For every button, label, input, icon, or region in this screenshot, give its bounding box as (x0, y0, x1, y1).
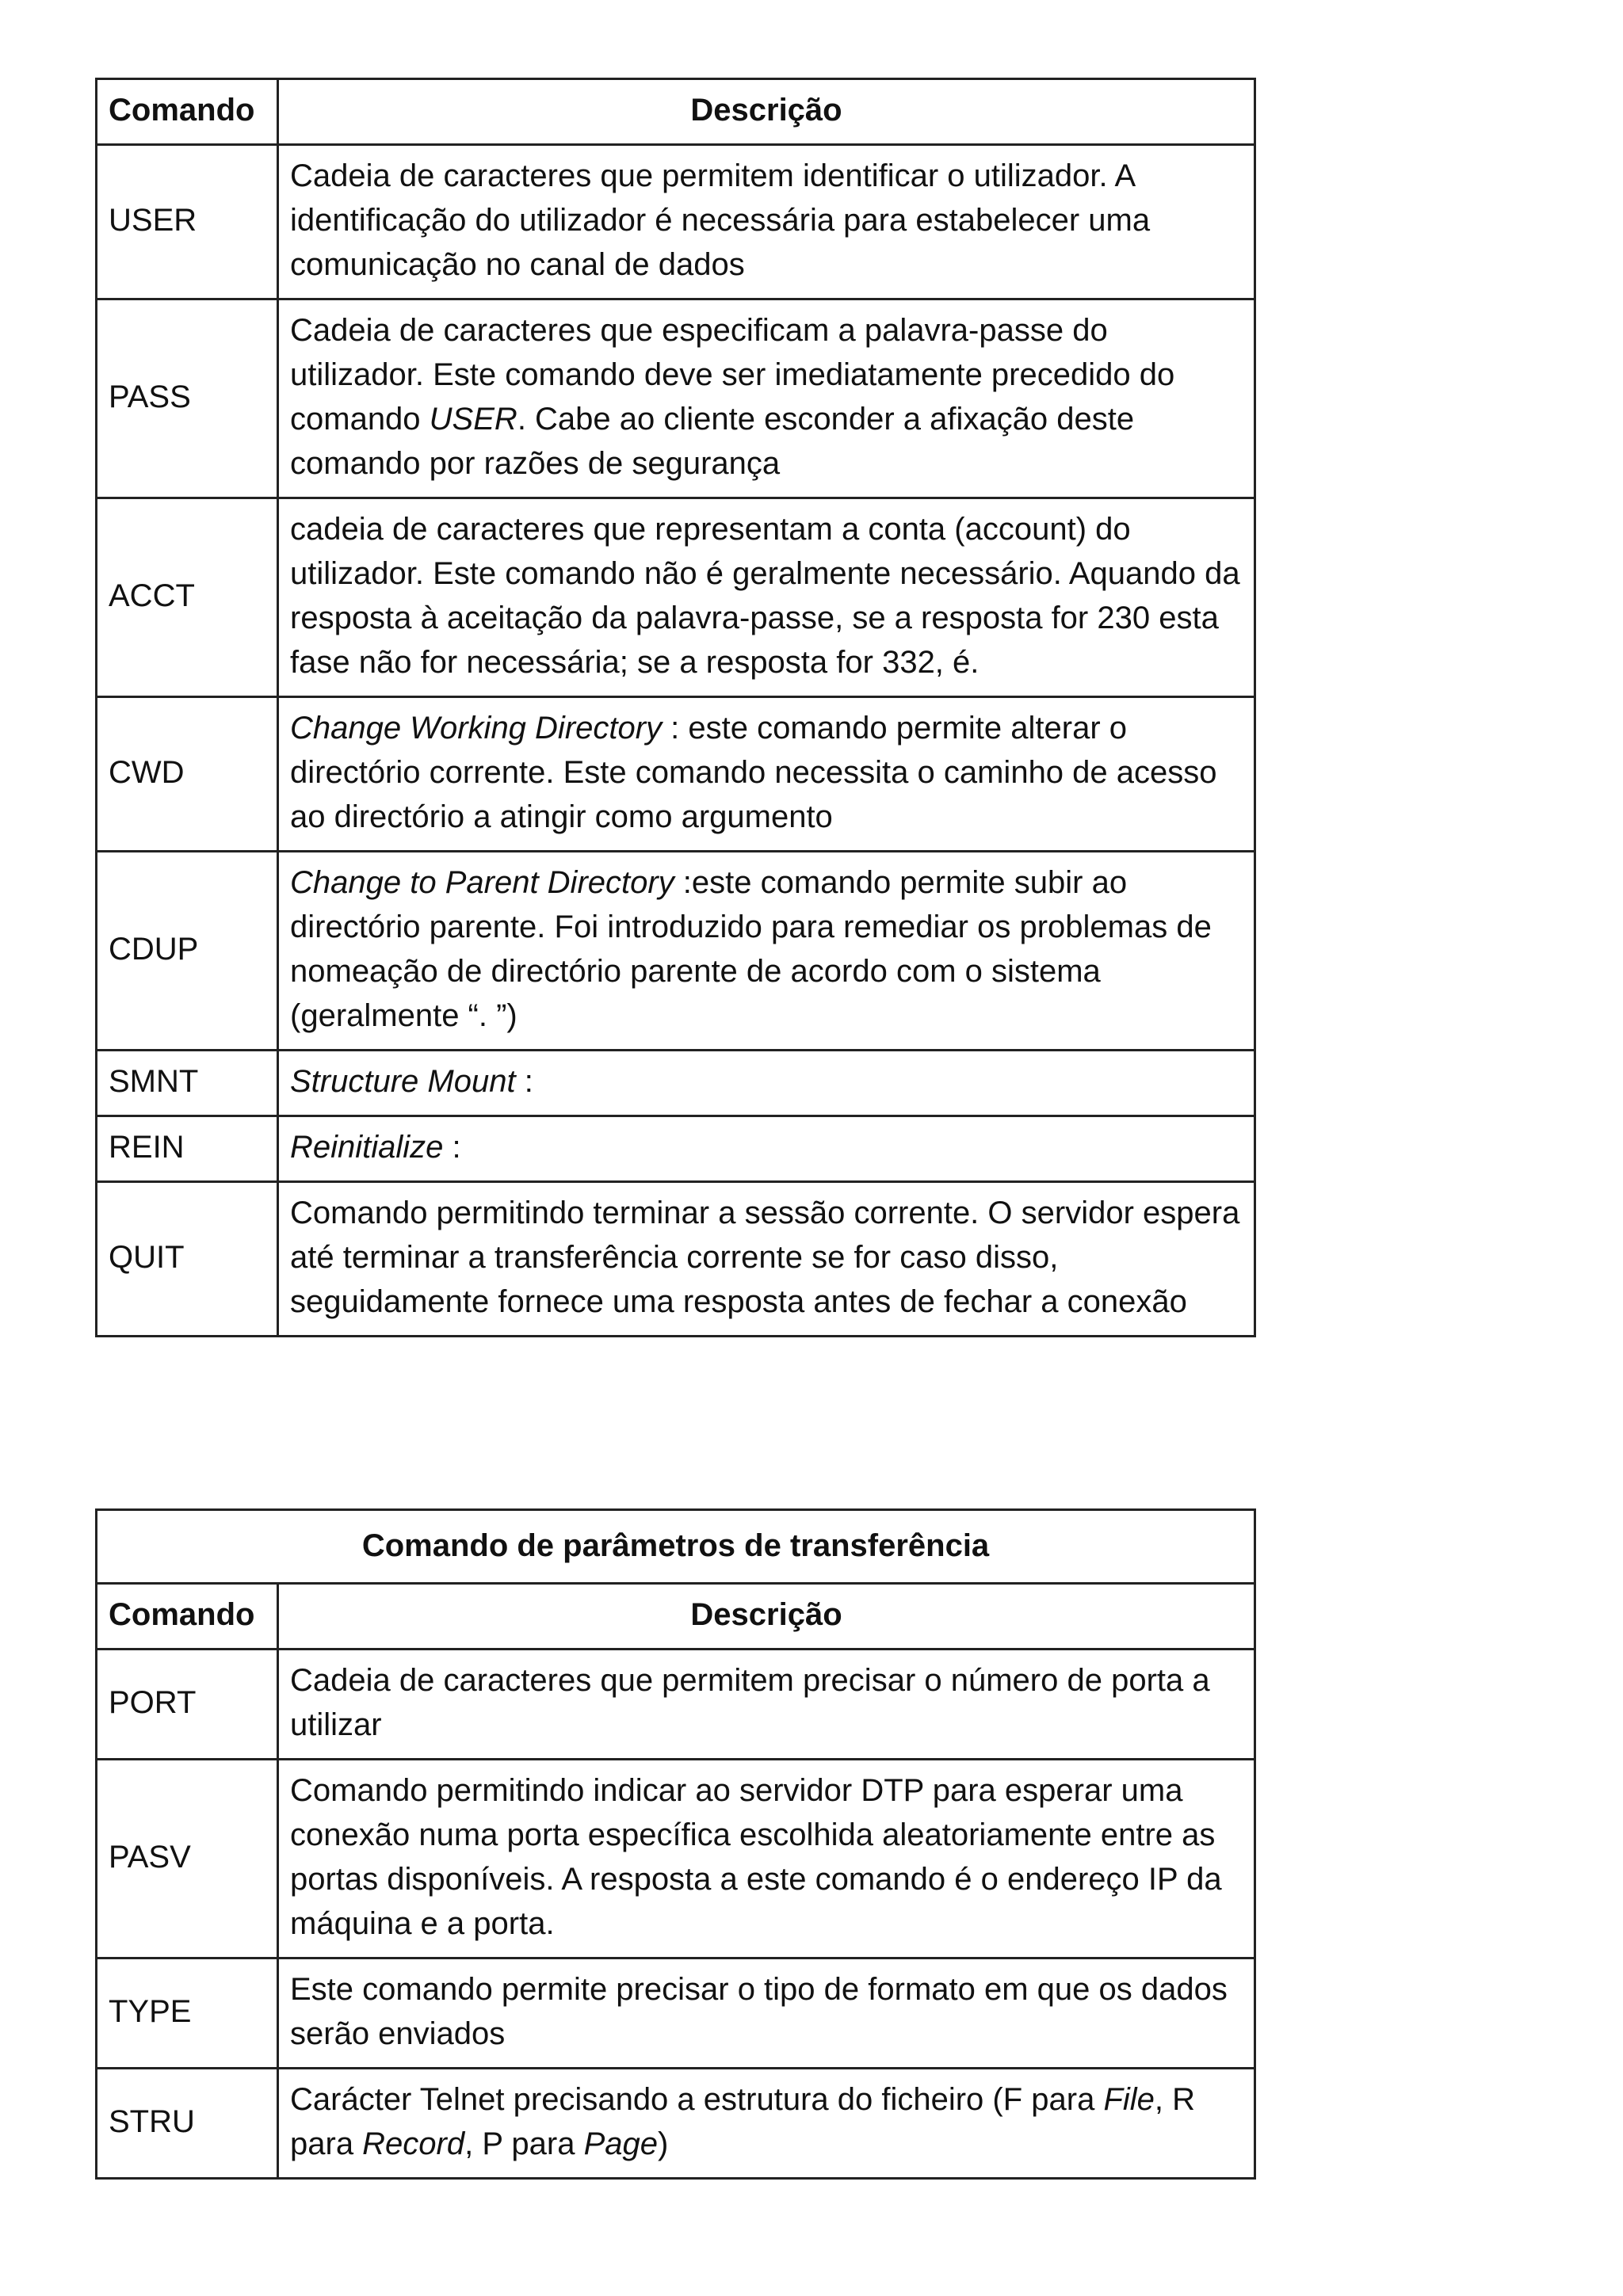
description-text: Comando permitindo indicar ao servidor DTP para esperar uma conexão numa porta específica escolhida aleatoriamente entre as portas disponíveis. A resposta a este comando é o endereço IP da máquina e a porta. (290, 1773, 1222, 1941)
table-header-row (97, 79, 1255, 145)
table-row (97, 852, 1255, 1051)
description-cell (278, 1116, 1255, 1182)
description-text: : (515, 1064, 533, 1099)
column-header-command: Comando (97, 79, 278, 145)
description-cell (278, 1760, 1255, 1958)
table-row (97, 697, 1255, 852)
table-row (97, 299, 1255, 498)
description-text: , P para (464, 2126, 584, 2161)
transfer-parameters-table (95, 1508, 1256, 2180)
description-italic-text: Record (362, 2126, 465, 2161)
description-italic-text: USER (429, 402, 517, 437)
description-italic-text: Reinitialize (290, 1130, 444, 1165)
description-cell (278, 1051, 1255, 1116)
description-text: , R para (290, 2082, 1196, 2161)
command-cell: STRU (97, 2069, 278, 2179)
command-cell: PASV (97, 1760, 278, 1958)
command-cell: USER (97, 145, 278, 299)
description-cell (278, 697, 1255, 852)
description-text: Cadeia de caracteres que permitem precisar o número de porta a utilizar (290, 1663, 1210, 1742)
description-cell (278, 498, 1255, 697)
table-header-row (97, 1584, 1255, 1650)
description-text: : (443, 1130, 461, 1165)
description-text: ) (658, 2126, 669, 2161)
table-body (97, 145, 1255, 1337)
description-text: Comando permitindo terminar a sessão corrente. O servidor espera até terminar a transferência corrente se for caso disso, seguidamente fornece uma resposta antes de fechar a conexão (290, 1196, 1240, 1319)
table-row (97, 1116, 1255, 1182)
description-cell (278, 2069, 1255, 2179)
description-text: :este comando permite subir ao directório parente. Foi introduzido para remediar os problemas de nomeação de directório parente de acordo com o sistema (geralmente “. ”) (290, 865, 1212, 1033)
description-text: Cadeia de caracteres que permitem identificar o utilizador. A identificação do utilizador é necessária para estabelecer uma comunicação no canal de dados (290, 158, 1151, 282)
description-cell (278, 299, 1255, 498)
command-cell: PORT (97, 1650, 278, 1760)
column-header-description: Descrição (278, 1584, 1255, 1650)
description-italic-text: Change Working Directory (290, 711, 663, 746)
column-header-description: Descrição (278, 79, 1255, 145)
command-cell: SMNT (97, 1051, 278, 1116)
commands-table (95, 78, 1256, 1337)
command-cell: CWD (97, 697, 278, 852)
description-text: Este comando permite precisar o tipo de formato em que os dados serão enviados (290, 1972, 1228, 2051)
table-row (97, 1958, 1255, 2069)
command-cell: PASS (97, 299, 278, 498)
command-cell: ACCT (97, 498, 278, 697)
description-italic-text: Structure Mount (290, 1064, 516, 1099)
description-cell (278, 1650, 1255, 1760)
description-italic-text: Page (583, 2126, 659, 2161)
description-text: . Cabe ao cliente esconder a afixação deste comando por razões de segurança (290, 402, 1135, 481)
column-header-command: Comando (97, 1584, 278, 1650)
table-row (97, 1051, 1255, 1116)
description-cell (278, 145, 1255, 299)
description-text: cadeia de caracteres que representam a conta (account) do utilizador. Este comando não é geralmente necessário. Aquando da resposta à aceitação da palavra-passe, se a resposta for 230 esta fase não for necessária; se a resposta for 332, é. (290, 512, 1240, 680)
description-text: Carácter Telnet precisando a estrutura do ficheiro (F para (290, 2082, 1104, 2117)
command-cell: TYPE (97, 1958, 278, 2069)
table-row (97, 145, 1255, 299)
table-row (97, 1182, 1255, 1337)
description-cell (278, 1182, 1255, 1337)
command-cell: CDUP (97, 852, 278, 1051)
table-row (97, 2069, 1255, 2179)
table-row (97, 1650, 1255, 1760)
description-italic-text: File (1103, 2082, 1155, 2117)
table-title: Comando de parâmetros de transferência (97, 1510, 1255, 1584)
table-title-row (97, 1510, 1255, 1584)
description-italic-text: Change to Parent Directory (290, 865, 674, 900)
command-cell: REIN (97, 1116, 278, 1182)
description-cell (278, 1958, 1255, 2069)
description-text: Cadeia de caracteres que especificam a palavra-passe do utilizador. Este comando deve ser imediatamente precedido do comando (290, 313, 1175, 437)
command-cell: QUIT (97, 1182, 278, 1337)
table-row (97, 498, 1255, 697)
description-text: : este comando permite alterar o directório corrente. Este comando necessita o caminho de acesso ao directório a atingir como argumento (290, 711, 1217, 834)
description-cell (278, 852, 1255, 1051)
table-body (97, 1650, 1255, 2179)
table-row (97, 1760, 1255, 1958)
